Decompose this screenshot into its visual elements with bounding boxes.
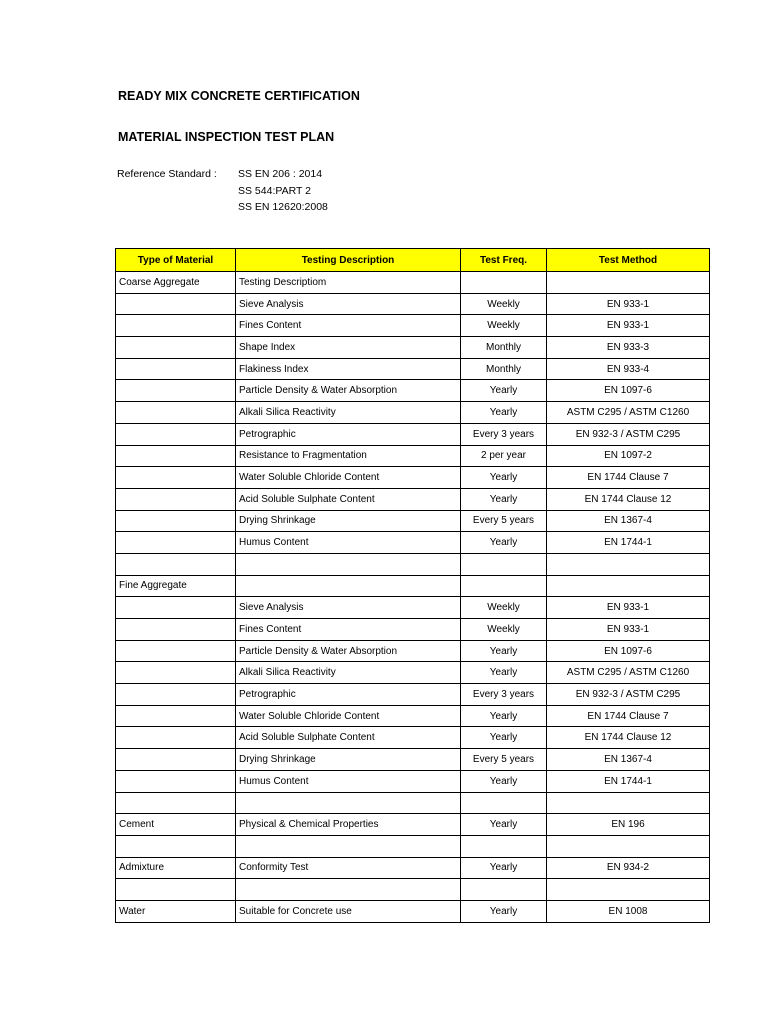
cell-description xyxy=(236,575,461,597)
cell-description: Sieve Analysis xyxy=(236,597,461,619)
cell-material xyxy=(116,727,236,749)
cell-frequency: Yearly xyxy=(461,662,547,684)
cell-method: EN 1744 Clause 7 xyxy=(547,705,710,727)
cell-frequency xyxy=(461,272,547,294)
reference-standard: SS 544:PART 2 xyxy=(238,185,311,197)
table-header-row xyxy=(116,249,710,272)
column-header-frequency: Test Freq. xyxy=(461,249,547,272)
cell-material xyxy=(116,553,236,575)
cell-material xyxy=(116,467,236,489)
cell-description: Petrographic xyxy=(236,684,461,706)
cell-method: EN 196 xyxy=(547,814,710,836)
cell-method xyxy=(547,575,710,597)
cell-material xyxy=(116,619,236,641)
table-row xyxy=(116,770,710,792)
table-row xyxy=(116,488,710,510)
table-row xyxy=(116,423,710,445)
cell-frequency: Yearly xyxy=(461,857,547,879)
table-row xyxy=(116,814,710,836)
cell-method: EN 1097-6 xyxy=(547,640,710,662)
cell-material xyxy=(116,879,236,901)
cell-description: Particle Density & Water Absorption xyxy=(236,380,461,402)
cell-frequency: Weekly xyxy=(461,619,547,641)
table-row xyxy=(116,402,710,424)
table-row xyxy=(116,467,710,489)
cell-method: EN 932-3 / ASTM C295 xyxy=(547,684,710,706)
document-subtitle: MATERIAL INSPECTION TEST PLAN xyxy=(118,130,335,144)
cell-frequency: Every 3 years xyxy=(461,684,547,706)
cell-material xyxy=(116,597,236,619)
table-row xyxy=(116,315,710,337)
table-row xyxy=(116,553,710,575)
cell-material xyxy=(116,749,236,771)
cell-frequency: Yearly xyxy=(461,402,547,424)
cell-description: Fines Content xyxy=(236,315,461,337)
table-row xyxy=(116,337,710,359)
cell-method: EN 933-4 xyxy=(547,358,710,380)
reference-standard: SS EN 12620:2008 xyxy=(238,201,328,213)
cell-description: Sieve Analysis xyxy=(236,293,461,315)
cell-frequency: Every 5 years xyxy=(461,749,547,771)
cell-material xyxy=(116,662,236,684)
table-row xyxy=(116,532,710,554)
column-header-material: Type of Material xyxy=(116,249,236,272)
cell-material xyxy=(116,770,236,792)
cell-method: ASTM C295 / ASTM C1260 xyxy=(547,402,710,424)
cell-frequency: Every 5 years xyxy=(461,510,547,532)
cell-material xyxy=(116,380,236,402)
table-row xyxy=(116,272,710,294)
table-row xyxy=(116,684,710,706)
cell-material xyxy=(116,488,236,510)
cell-frequency: Yearly xyxy=(461,467,547,489)
cell-material xyxy=(116,423,236,445)
cell-method: EN 1097-6 xyxy=(547,380,710,402)
cell-description xyxy=(236,792,461,814)
cell-material xyxy=(116,510,236,532)
cell-method: EN 933-1 xyxy=(547,293,710,315)
table-row xyxy=(116,835,710,857)
table-row xyxy=(116,293,710,315)
cell-description xyxy=(236,879,461,901)
cell-frequency xyxy=(461,835,547,857)
cell-method: EN 1744-1 xyxy=(547,770,710,792)
cell-material: Admixture xyxy=(116,857,236,879)
cell-method xyxy=(547,553,710,575)
cell-description: Flakiness Index xyxy=(236,358,461,380)
cell-material: Fine Aggregate xyxy=(116,575,236,597)
cell-method: EN 934-2 xyxy=(547,857,710,879)
table-row xyxy=(116,640,710,662)
cell-description: Alkali Silica Reactivity xyxy=(236,662,461,684)
cell-material xyxy=(116,640,236,662)
cell-method: EN 933-1 xyxy=(547,597,710,619)
cell-method: EN 933-3 xyxy=(547,337,710,359)
cell-method: EN 1367-4 xyxy=(547,749,710,771)
cell-method: EN 1367-4 xyxy=(547,510,710,532)
table-row xyxy=(116,619,710,641)
cell-frequency xyxy=(461,575,547,597)
reference-standard-label: Reference Standard : xyxy=(117,168,217,180)
cell-frequency xyxy=(461,792,547,814)
cell-material xyxy=(116,684,236,706)
document-title: READY MIX CONCRETE CERTIFICATION xyxy=(118,89,360,103)
cell-material: Water xyxy=(116,900,236,922)
cell-frequency: Weekly xyxy=(461,315,547,337)
cell-frequency: Weekly xyxy=(461,293,547,315)
table-row xyxy=(116,662,710,684)
cell-frequency: Yearly xyxy=(461,640,547,662)
cell-frequency: 2 per year xyxy=(461,445,547,467)
cell-material xyxy=(116,315,236,337)
cell-frequency: Weekly xyxy=(461,597,547,619)
cell-frequency: Yearly xyxy=(461,727,547,749)
cell-method: EN 932-3 / ASTM C295 xyxy=(547,423,710,445)
cell-material xyxy=(116,358,236,380)
cell-method: EN 1744 Clause 12 xyxy=(547,488,710,510)
cell-material xyxy=(116,792,236,814)
cell-description: Acid Soluble Sulphate Content xyxy=(236,727,461,749)
cell-method xyxy=(547,879,710,901)
cell-frequency xyxy=(461,553,547,575)
cell-description: Testing Descriptiom xyxy=(236,272,461,294)
cell-frequency: Monthly xyxy=(461,358,547,380)
cell-method: EN 1744 Clause 12 xyxy=(547,727,710,749)
cell-method: ASTM C295 / ASTM C1260 xyxy=(547,662,710,684)
cell-material xyxy=(116,293,236,315)
cell-description: Acid Soluble Sulphate Content xyxy=(236,488,461,510)
cell-method xyxy=(547,272,710,294)
cell-method: EN 1744-1 xyxy=(547,532,710,554)
cell-description: Alkali Silica Reactivity xyxy=(236,402,461,424)
cell-description xyxy=(236,553,461,575)
cell-description: Suitable for Concrete use xyxy=(236,900,461,922)
cell-frequency: Yearly xyxy=(461,900,547,922)
cell-material xyxy=(116,835,236,857)
table-row xyxy=(116,792,710,814)
cell-frequency: Yearly xyxy=(461,770,547,792)
cell-frequency: Every 3 years xyxy=(461,423,547,445)
cell-description: Fines Content xyxy=(236,619,461,641)
cell-frequency: Monthly xyxy=(461,337,547,359)
cell-description: Drying Shrinkage xyxy=(236,749,461,771)
table-row xyxy=(116,900,710,922)
table-row xyxy=(116,727,710,749)
table-row xyxy=(116,510,710,532)
column-header-method: Test Method xyxy=(547,249,710,272)
cell-description: Humus Content xyxy=(236,532,461,554)
cell-method xyxy=(547,835,710,857)
cell-description: Resistance to Fragmentation xyxy=(236,445,461,467)
cell-method: EN 1008 xyxy=(547,900,710,922)
cell-frequency: Yearly xyxy=(461,814,547,836)
cell-frequency: Yearly xyxy=(461,488,547,510)
table-row xyxy=(116,857,710,879)
table-row xyxy=(116,445,710,467)
cell-method xyxy=(547,792,710,814)
cell-method: EN 1744 Clause 7 xyxy=(547,467,710,489)
inspection-test-plan-table xyxy=(115,248,710,923)
cell-material: Coarse Aggregate xyxy=(116,272,236,294)
table-body xyxy=(116,272,710,923)
table-row xyxy=(116,597,710,619)
cell-material: Cement xyxy=(116,814,236,836)
table-row xyxy=(116,575,710,597)
cell-method: EN 933-1 xyxy=(547,619,710,641)
table-row xyxy=(116,879,710,901)
table-row xyxy=(116,705,710,727)
cell-description xyxy=(236,835,461,857)
cell-description: Shape Index xyxy=(236,337,461,359)
cell-frequency: Yearly xyxy=(461,532,547,554)
column-header-description: Testing Description xyxy=(236,249,461,272)
cell-description: Petrographic xyxy=(236,423,461,445)
table-row xyxy=(116,749,710,771)
cell-description: Physical & Chemical Properties xyxy=(236,814,461,836)
cell-material xyxy=(116,532,236,554)
cell-description: Humus Content xyxy=(236,770,461,792)
cell-description: Water Soluble Chloride Content xyxy=(236,705,461,727)
cell-frequency: Yearly xyxy=(461,705,547,727)
cell-material xyxy=(116,705,236,727)
cell-method: EN 933-1 xyxy=(547,315,710,337)
cell-frequency: Yearly xyxy=(461,380,547,402)
table-row xyxy=(116,380,710,402)
cell-description: Drying Shrinkage xyxy=(236,510,461,532)
cell-frequency xyxy=(461,879,547,901)
table-row xyxy=(116,358,710,380)
cell-material xyxy=(116,337,236,359)
cell-method: EN 1097-2 xyxy=(547,445,710,467)
cell-material xyxy=(116,402,236,424)
cell-description: Particle Density & Water Absorption xyxy=(236,640,461,662)
cell-description: Water Soluble Chloride Content xyxy=(236,467,461,489)
cell-material xyxy=(116,445,236,467)
cell-description: Conformity Test xyxy=(236,857,461,879)
reference-standard: SS EN 206 : 2014 xyxy=(238,168,323,180)
